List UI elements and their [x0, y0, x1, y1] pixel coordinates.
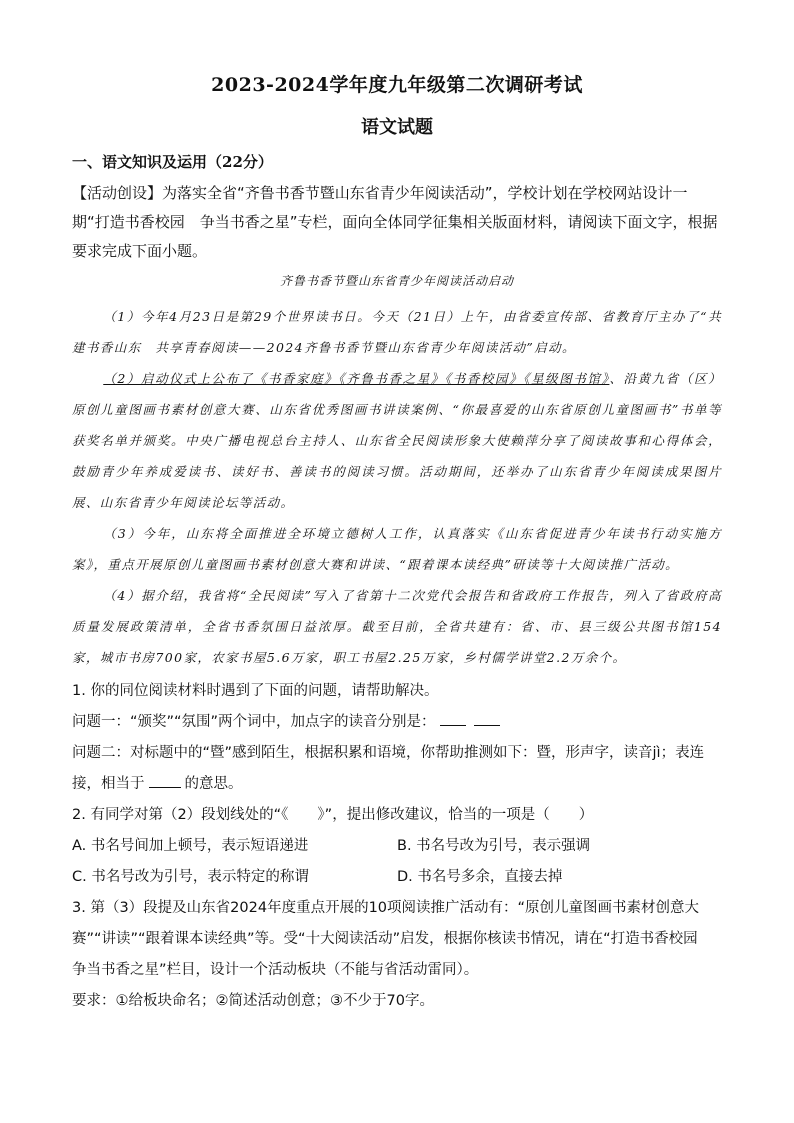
answer-blank-2[interactable] [474, 711, 500, 726]
exam-subtitle: 语文试题 [361, 117, 433, 138]
question-1-part-1-text: 问题一：“颁奖”“氛围”两个词中，加点字的读音分别是： [72, 714, 436, 730]
question-1-part-2-text: 问题二：对标题中的“暨”感到陌生，根据积累和语境，你帮助推测如下：暨，形声字，读音jì；表连接，相当于 [72, 745, 705, 792]
article-paragraph-2-rest: 、沿黄九省（区）原创儿童图画书素材创意大赛、山东省优秀图画书讲读案例、“你最喜爱的山东省原创儿童图画书”书单等获奖名单并颁奖。中央广播电视总台主持人、山东省全民阅读形象大使赖萍分享了阅读故事和心得体会，鼓励青少年养成爱读书、读好书、善读书的阅读习惯。活动期间，还举办了山东省青少年阅读成果图片展、山东省青少年阅读论坛等活动。 [72, 371, 723, 510]
article-title: 齐鲁书香节暨山东省青少年阅读活动启动 [279, 274, 514, 288]
article-paragraph-2 [72, 363, 722, 518]
option-d[interactable]: D. 书名号多余，直接去掉 [397, 869, 563, 885]
article-paragraph-3: （3）今年，山东将全面推进全环境立德树人工作，认真落实《山东省促进青少年读书行动实施方案》，重点开展原创儿童图画书素材创意大赛和讲读、“跟着课本读经典”研读等十大阅读推广活动。 [72, 526, 722, 572]
questions-block [72, 676, 722, 1017]
option-c[interactable]: C. 书名号改为引号，表示特定的称谓 [72, 869, 309, 885]
question-3-requirements: 要求：①给板块命名；②简述活动创意；③不少于70字。 [72, 993, 434, 1009]
question-1-part-1 [72, 707, 722, 738]
answer-blank-1[interactable] [440, 711, 466, 726]
article-body [72, 301, 722, 673]
question-1-part-2-suffix: 的意思。 [184, 776, 243, 792]
question-2: 2. 有同学对第（2）段划线处的“《 》”，提出修改建议，恰当的一项是（ ） [72, 807, 594, 823]
option-b[interactable]: B. 书名号改为引号，表示强调 [397, 838, 591, 854]
option-a[interactable]: A. 书名号间加上顿号，表示短语递进 [72, 838, 309, 854]
question-3: 3. 第（3）段提及山东省2024年度重点开展的10项阅读推广活动有：“原创儿童图画书素材创意大赛”“讲读”“跟着课本读经典”等。受“十大阅读活动”启发，根据你核读书情况，请在“打造书香校园 争当书香之星”栏目，设计一个活动板块（不能与省活动雷同）。 [72, 900, 713, 978]
question-1-part-2 [72, 738, 722, 800]
section-heading: 一、语文知识及运用（22分） [72, 153, 273, 171]
question-2-options [72, 831, 722, 893]
exam-title: 2023-2024学年度九年级第二次调研考试 [211, 74, 583, 96]
question-1: 1. 你的同位阅读材料时遇到了下面的问题，请帮助解决。 [72, 683, 439, 699]
article-paragraph-4: （4）据介绍，我省将“全民阅读”写入了省第十二次党代会报告和省政府工作报告，列入了省政府高质量发展政策清单，全省书香氛围日益浓厚。截至目前，全省共建有：省、市、县三级公共图书馆154家，城市书房700家，农家书屋5.6万家，职工书屋2.25万家，乡村儒学讲堂2.2万余个。 [72, 588, 722, 665]
activity-intro: 【活动创设】为落实全省“齐鲁书香节暨山东省青少年阅读活动”，学校计划在学校网站设计一期“打造书香校园 争当书香之星”专栏，面向全体同学征集相关版面材料，请阅读下面文字，根据要求完成下面小题。 [72, 184, 718, 260]
underlined-titles: （2）启动仪式上公布了《书香家庭》《齐鲁书香之星》《书香校园》《星级图书馆》 [103, 371, 610, 386]
article-paragraph-1: （1）今年4月23日是第29个世界读书日。今天（21日）上午，由省委宣传部、省教育厅主办了“共建书香山东 共享青春阅读——2024齐鲁书香节暨山东省青少年阅读活动”启动。 [72, 309, 722, 355]
answer-blank-3[interactable] [149, 773, 181, 788]
